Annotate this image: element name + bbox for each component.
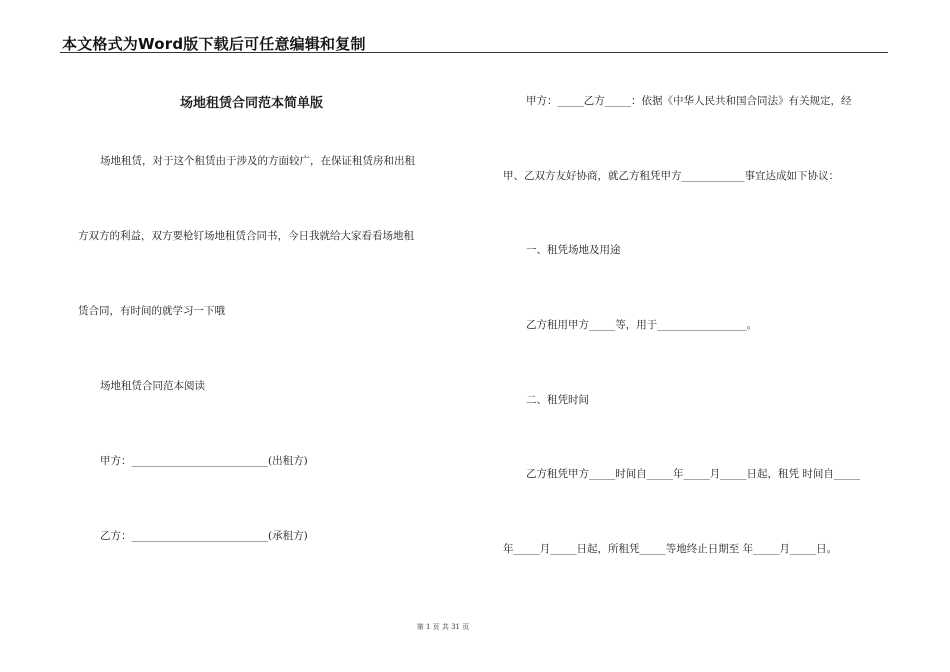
section-1-text: 乙方租用甲方_____等，用于_________________。 — [526, 319, 757, 331]
section-2-text-line-2: 年_____月_____日起，所租凭_____等地终止日期至 年_____月_____日。 — [503, 543, 838, 555]
intro-paragraph-line-2: 方双方的利益，双方要枪钉场地租赁合同书，今日我就给大家看看场地租 — [78, 230, 414, 242]
party-b-field: 乙方：__________________________(承租方) — [100, 530, 308, 542]
read-heading: 场地租赁合同范本阅读 — [100, 380, 205, 392]
party-a-field: 甲方：__________________________(出租方) — [100, 455, 308, 467]
agreement-preamble-line-1: 甲方：_____乙方_____：依据《中华人民共和国合同法》有关规定，经 — [526, 95, 852, 107]
document-title: 场地租赁合同范本简单版 — [180, 96, 324, 111]
header-divider — [60, 52, 888, 53]
section-1-heading: 一、租凭场地及用途 — [526, 244, 621, 256]
document-header-note: 本文格式为Word版下载后可任意编辑和复制 — [62, 35, 366, 53]
section-2-text-line-1: 乙方租凭甲方_____时间自_____年_____月_____日起，租凭 时间自_____ — [526, 468, 861, 480]
section-2-heading: 二、租凭时间 — [526, 394, 589, 406]
intro-paragraph-line-1: 场地租赁，对于这个租赁由于涉及的方面较广，在保证租赁房和出租 — [100, 155, 415, 167]
page-number: 第 1 页 共 31 页 — [416, 623, 470, 631]
agreement-preamble-line-2: 甲、乙双方友好协商，就乙方租凭甲方____________事宜达成如下协议： — [503, 170, 839, 182]
intro-paragraph-line-3: 赁合同，有时间的就学习一下哦 — [78, 305, 225, 317]
